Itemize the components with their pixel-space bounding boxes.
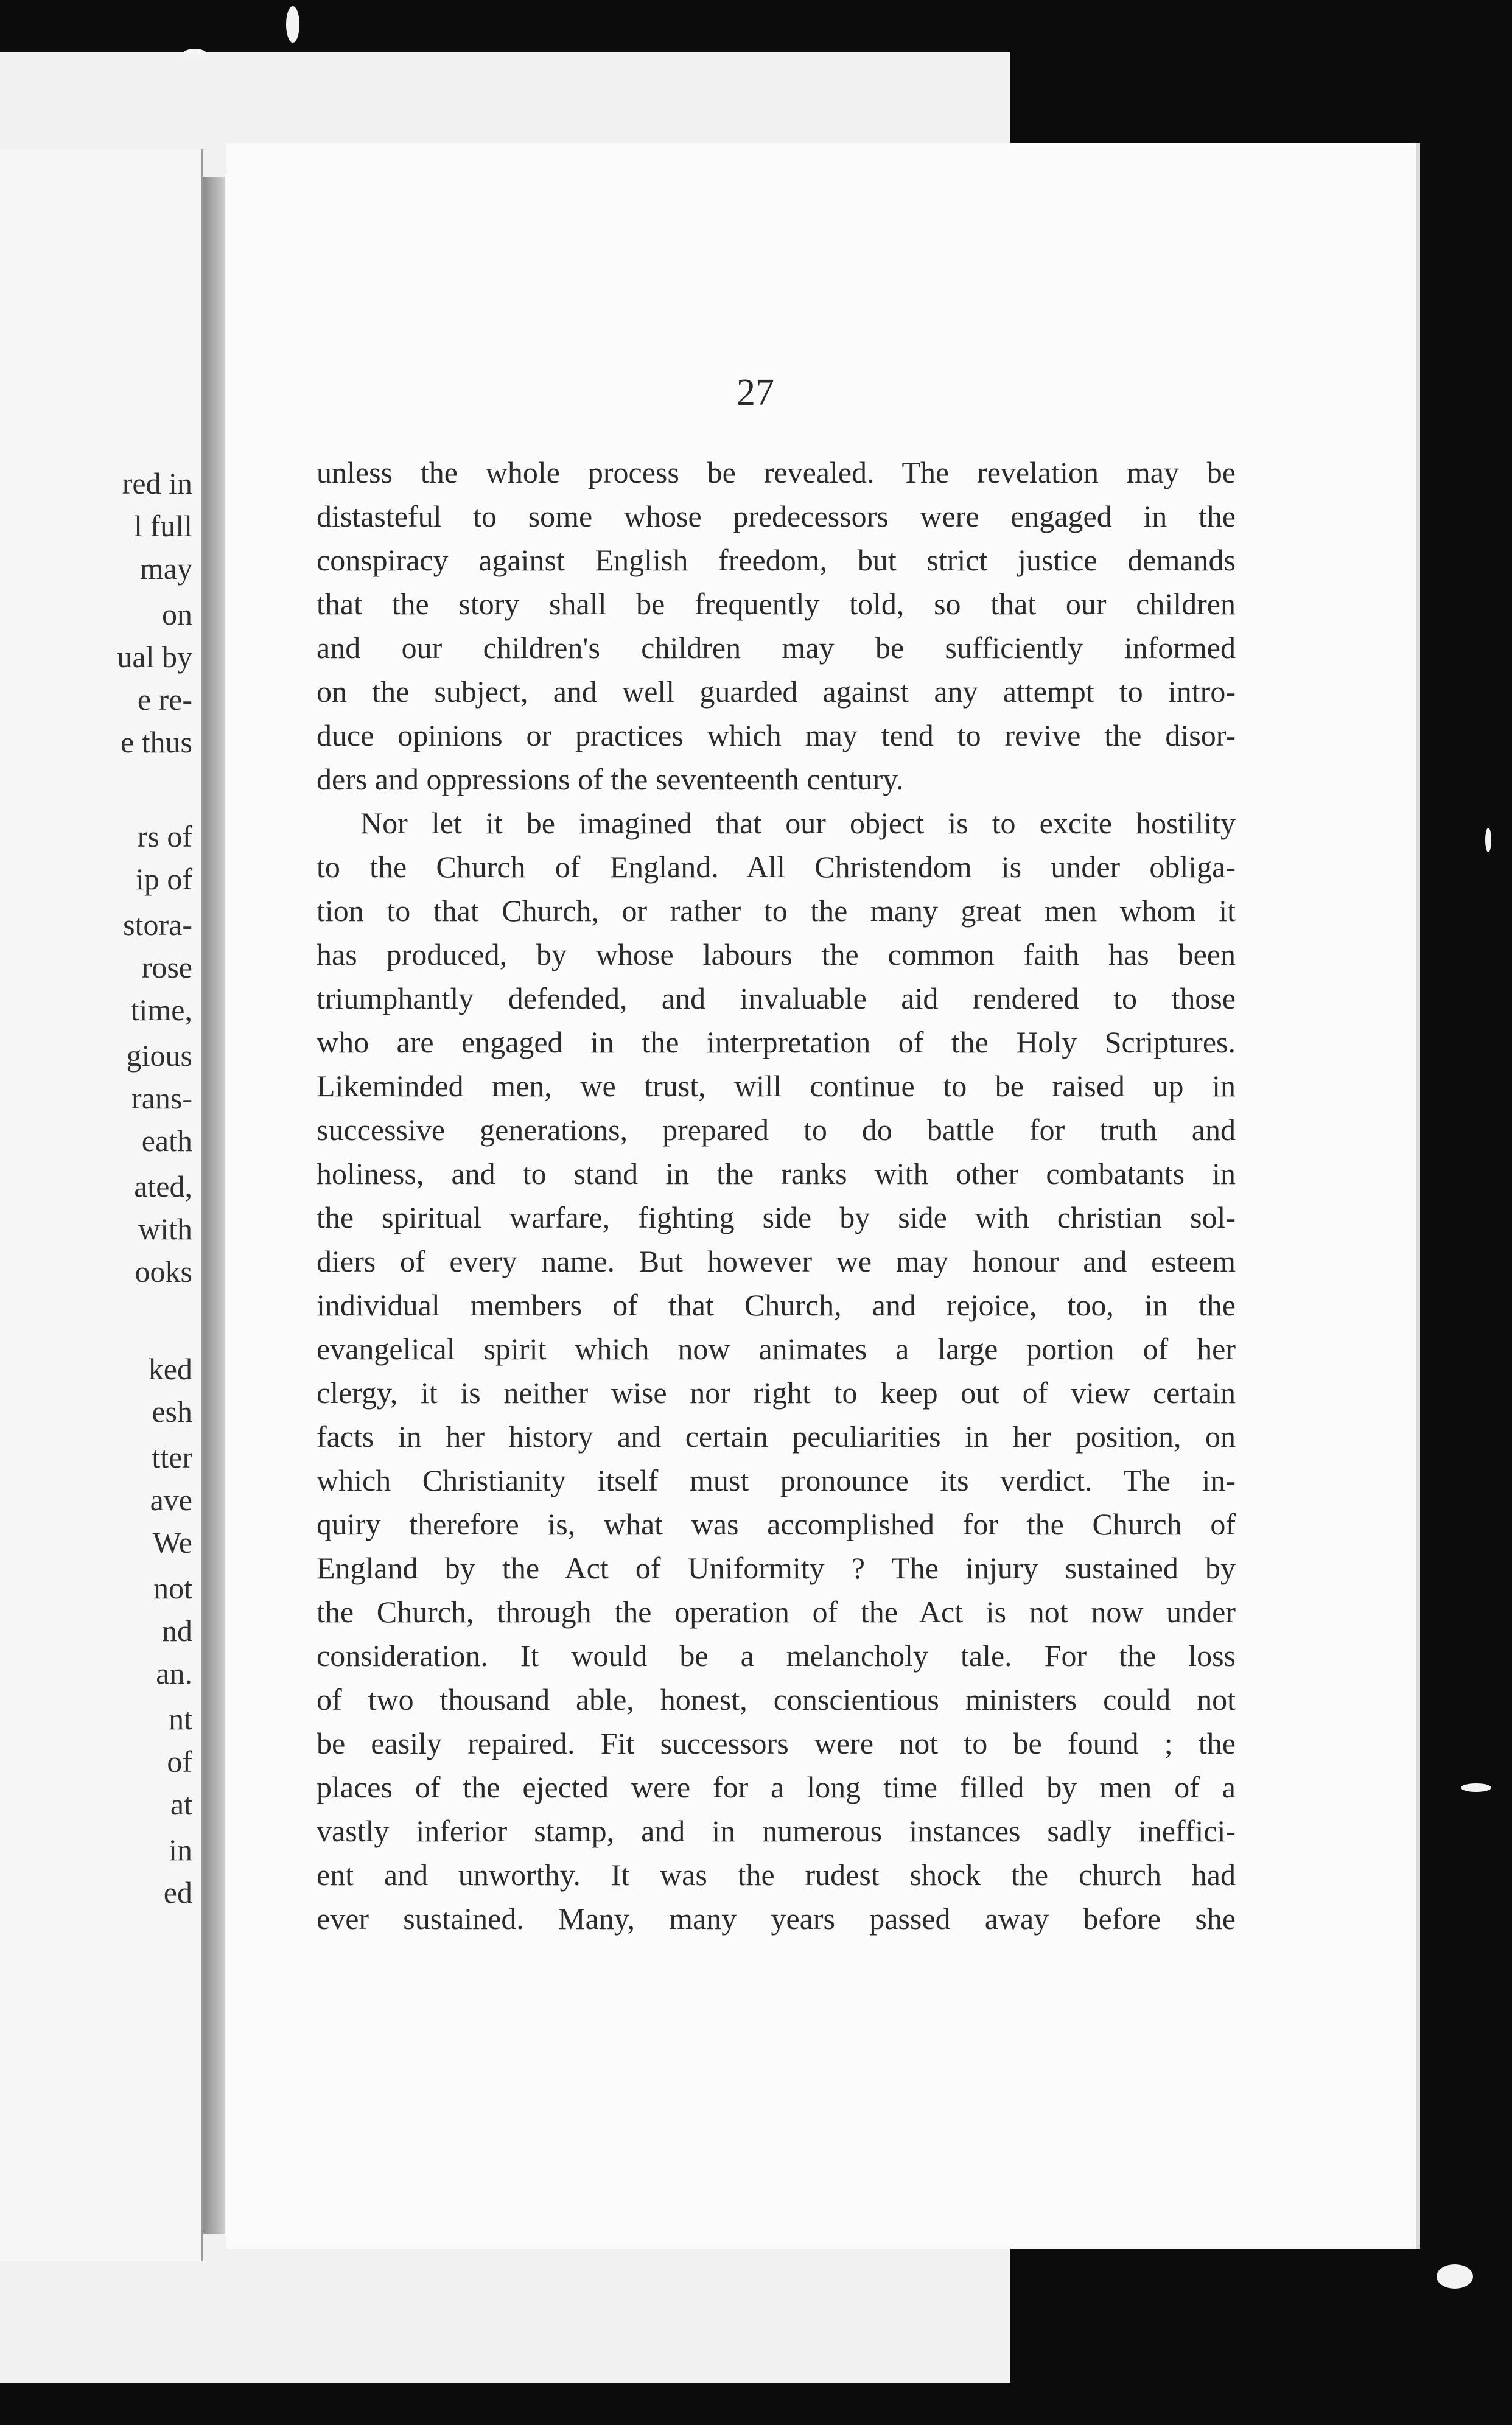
text-line: triumphantly defended, and invaluable aid rendered to those bbox=[317, 981, 1236, 1015]
left-line: tter bbox=[152, 1440, 192, 1474]
text-line: ever sustained. Many, many years passed away before she bbox=[317, 1902, 1236, 1936]
text-line: be easily repaired. Fit successors were not to be found ; the bbox=[317, 1726, 1236, 1760]
left-line: eath bbox=[141, 1124, 192, 1158]
text-line: ent and unworthy. It was the rudest shock the church had bbox=[317, 1858, 1236, 1892]
left-line: ooks bbox=[135, 1254, 192, 1289]
text-line: and our children's children may be sufficiently informed bbox=[317, 631, 1236, 665]
text-line: Nor let it be imagined that our object is to excite hostility bbox=[360, 806, 1236, 840]
gutter-shadow bbox=[203, 177, 225, 2234]
left-line: not bbox=[153, 1571, 192, 1605]
scan-speck bbox=[1437, 2264, 1473, 2289]
left-line: may bbox=[139, 551, 192, 586]
left-line: nt bbox=[169, 1702, 192, 1736]
text-line: England by the Act of Uniformity ? The injury sustained by bbox=[317, 1551, 1236, 1585]
text-line: duce opinions or practices which may tend to revive the disor- bbox=[317, 718, 1236, 752]
left-line: nd bbox=[162, 1614, 192, 1648]
text-line: consideration. It would be a melancholy tale. For the loss bbox=[317, 1639, 1236, 1673]
left-line: with bbox=[138, 1212, 192, 1246]
left-line: ave bbox=[150, 1483, 192, 1517]
text-line: vastly inferior stamp, and in numerous instances sadly ineffici- bbox=[317, 1814, 1236, 1848]
left-line: rans- bbox=[131, 1081, 192, 1115]
scan-speck bbox=[286, 6, 299, 43]
left-line: ip of bbox=[135, 862, 192, 896]
left-line: esh bbox=[152, 1394, 192, 1429]
text-line: evangelical spirit which now animates a large portion of her bbox=[317, 1332, 1236, 1366]
left-line: time, bbox=[130, 993, 192, 1027]
text-line: the spiritual warfare, fighting side by side with christian sol- bbox=[317, 1200, 1236, 1234]
page-number: 27 bbox=[737, 372, 774, 413]
left-line: e thus bbox=[120, 725, 192, 759]
text-line: places of the ejected were for a long time filled by men of a bbox=[317, 1770, 1236, 1804]
text-line: Likeminded men, we trust, will continue to be raised up in bbox=[317, 1069, 1236, 1103]
text-line: diers of every name. But however we may honour and esteem bbox=[317, 1244, 1236, 1278]
left-line: ked bbox=[148, 1352, 192, 1386]
text-line: on the subject, and well guarded against any attempt to intro- bbox=[317, 674, 1236, 709]
left-line: in bbox=[169, 1833, 192, 1867]
left-line: stora- bbox=[123, 908, 192, 942]
text-line: clergy, it is neither wise nor right to keep out of view certain bbox=[317, 1376, 1236, 1410]
text-line: has produced, by whose labours the common faith has been bbox=[317, 937, 1236, 971]
text-line: ders and oppressions of the seventeenth century. bbox=[317, 762, 904, 796]
text-line: individual members of that Church, and rejoice, too, in the bbox=[317, 1288, 1236, 1322]
text-line: of two thousand able, honest, conscientious ministers could not bbox=[317, 1682, 1236, 1716]
scan-speck bbox=[1485, 828, 1491, 852]
left-line: rs of bbox=[137, 819, 192, 853]
left-page bbox=[0, 149, 203, 2261]
left-line: ual by bbox=[117, 640, 192, 674]
text-line: conspiracy against English freedom, but strict justice demands bbox=[317, 543, 1236, 577]
left-line: We bbox=[152, 1525, 192, 1559]
text-line: to the Church of England. All Christendom is under obliga- bbox=[317, 850, 1236, 884]
text-line: successive generations, prepared to do battle for truth and bbox=[317, 1113, 1236, 1147]
left-line: ated, bbox=[134, 1169, 192, 1203]
scan-speck bbox=[183, 49, 207, 60]
left-line: rose bbox=[141, 950, 192, 984]
text-line: which Christianity itself must pronounce its verdict. The in- bbox=[317, 1463, 1236, 1497]
text-line: tion to that Church, or rather to the many great men whom it bbox=[317, 894, 1236, 928]
left-line: red in bbox=[122, 466, 192, 500]
left-line: l full bbox=[134, 509, 192, 543]
body-text bbox=[317, 450, 1236, 1940]
left-line: at bbox=[170, 1787, 192, 1821]
text-line: who are engaged in the interpretation of the Holy Scriptures. bbox=[317, 1025, 1236, 1059]
text-line: the Church, through the operation of the Act is not now under bbox=[317, 1595, 1236, 1629]
text-line: that the story shall be frequently told, so that our children bbox=[317, 587, 1236, 621]
text-line: unless the whole process be revealed. The revelation may be bbox=[317, 455, 1236, 489]
text-line: facts in her history and certain peculiarities in her position, on bbox=[317, 1419, 1236, 1454]
left-line: e re- bbox=[137, 682, 192, 716]
left-line: an. bbox=[156, 1656, 192, 1690]
left-line: on bbox=[162, 597, 192, 631]
text-line: distasteful to some whose predecessors were engaged in the bbox=[317, 499, 1236, 533]
scan-speck bbox=[1461, 1783, 1491, 1792]
text-line: holiness, and to stand in the ranks with other combatants in bbox=[317, 1157, 1236, 1191]
left-line: gious bbox=[126, 1038, 192, 1073]
left-line: ed bbox=[163, 1875, 192, 1909]
left-line: of bbox=[167, 1744, 192, 1779]
text-line: quiry therefore is, what was accomplished for the Church of bbox=[317, 1507, 1236, 1541]
